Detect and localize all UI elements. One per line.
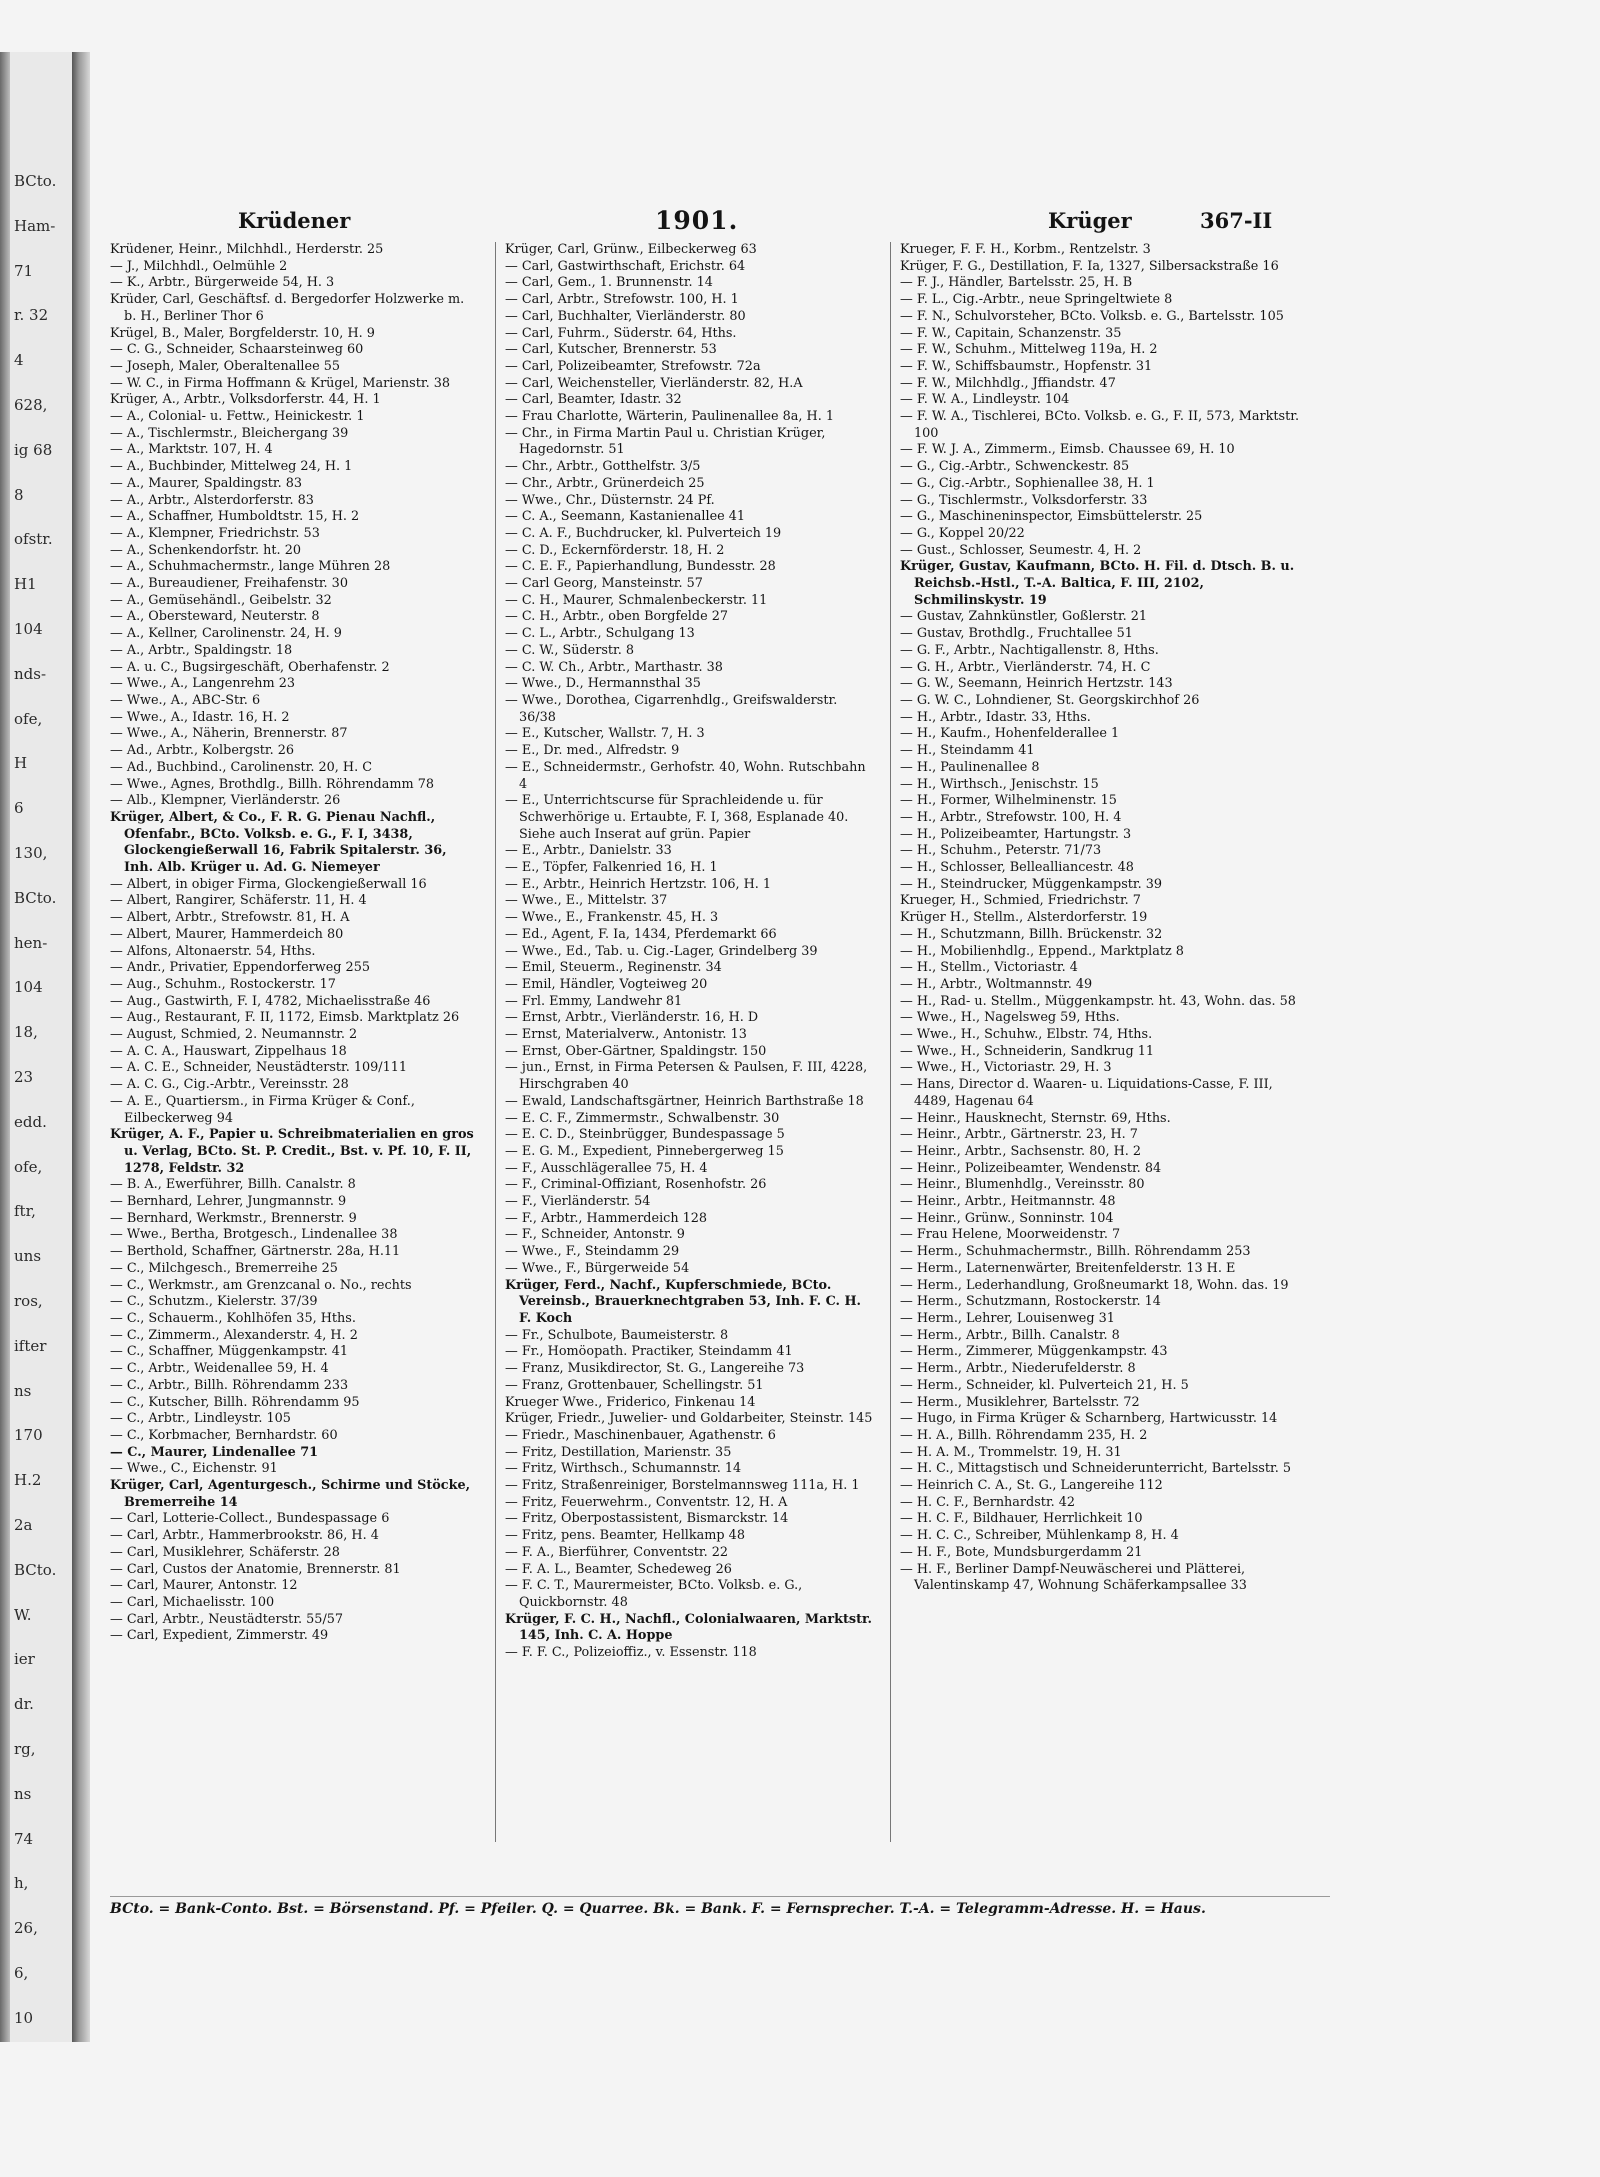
- directory-entry: — F., Criminal-Offiziant, Rosenhofstr. 26: [505, 1177, 767, 1193]
- directory-entry: — H. C. C., Schreiber, Mühlenkamp 8, H. 4: [900, 1528, 1179, 1544]
- directory-entry: — Herm., Schuhmachermstr., Billh. Röhrendamm 253: [900, 1244, 1251, 1260]
- directory-entry: — E. C. F., Zimmermstr., Schwalbenstr. 30: [505, 1110, 780, 1126]
- left-page-fragment: W.: [14, 1605, 32, 1624]
- left-page-fragment: 74: [14, 1829, 34, 1848]
- directory-entry: — Carl, Lotterie-Collect., Bundespassage 6: [110, 1511, 390, 1527]
- directory-entry: — Wwe., A., Idastr. 16, H. 2: [110, 709, 290, 725]
- directory-entry: Krüger, Carl, Agenturgesch., Schirme und Stöcke, Bremerreihe 14: [110, 1478, 471, 1510]
- directory-entry: — Herm., Schutzmann, Rostockerstr. 14: [900, 1294, 1161, 1310]
- directory-entry: — Fritz, Oberpostassistent, Bismarckstr. 14: [505, 1511, 789, 1527]
- directory-entry: — H., Rad- u. Stellm., Müggenkampstr. ht. 43, Wohn. das. 58: [900, 993, 1296, 1009]
- directory-entry: — C., Schauerm., Kohlhöfen 35, Hths.: [110, 1311, 356, 1326]
- left-page-fragment: 104: [14, 978, 43, 997]
- directory-entry: — Ewald, Landschaftsgärtner, Heinrich Barthstraße 18: [505, 1093, 864, 1109]
- directory-entry: — E., Töpfer, Falkenried 16, H. 1: [505, 860, 718, 876]
- directory-entry: — Herm., Musiklehrer, Bartelsstr. 72: [900, 1394, 1140, 1410]
- directory-entry: — Franz, Grottenbauer, Schellingstr. 51: [505, 1377, 764, 1393]
- directory-entry: Krüger, Gustav, Kaufmann, BCto. H. Fil. d. Dtsch. B. u. Reichsb.-Hstl., T.-A. Baltica, F. III, 2102, Schmilinskystr. 19: [900, 559, 1295, 608]
- directory-entry: — Hugo, in Firma Krüger & Scharnberg, Hartwicusstr. 14: [900, 1411, 1278, 1427]
- directory-entry: — jun., Ernst, in Firma Petersen & Paulsen, F. III, 4228, Hirschgraben 40: [505, 1060, 868, 1093]
- directory-entry: — Alfons, Altonaerstr. 54, Hths.: [110, 943, 316, 959]
- directory-entry: — Ernst, Ober-Gärtner, Spaldingstr. 150: [505, 1043, 767, 1059]
- left-page-fragment: ifter: [14, 1336, 47, 1355]
- directory-entry: — H., Arbtr., Woltmannstr. 49: [900, 976, 1093, 992]
- directory-entry: — A., Colonial- u. Fettw., Heinickestr. 1: [110, 409, 365, 425]
- directory-entry: — Wwe., H., Victoriastr. 29, H. 3: [900, 1060, 1112, 1076]
- directory-entry: — Wwe., C., Eichenstr. 91: [110, 1461, 278, 1477]
- left-page-edge: [0, 52, 74, 2042]
- directory-entry: — C., Milchgesch., Bremerreihe 25: [110, 1260, 338, 1276]
- column-3: [900, 242, 1300, 1872]
- directory-entry: — A. C. G., Cig.-Arbtr., Vereinsstr. 28: [110, 1077, 349, 1093]
- directory-entry: — H. C., Mittagstisch und Schneiderunterricht, Bartelsstr. 5: [900, 1461, 1291, 1477]
- directory-entry: — Chr., Arbtr., Gotthelfstr. 3/5: [505, 459, 701, 475]
- left-page-fragment: 170: [14, 1426, 43, 1445]
- left-page-fragment: r. 32: [14, 306, 49, 325]
- left-page-fragment: 104: [14, 620, 43, 638]
- directory-entry: — Carl, Musiklehrer, Schäferstr. 28: [110, 1544, 340, 1560]
- directory-entry: — H., Arbtr., Idastr. 33, Hths.: [900, 709, 1091, 725]
- directory-entry: — H., Arbtr., Strefowstr. 100, H. 4: [900, 809, 1122, 825]
- directory-entry: — Herm., Zimmerer, Müggenkampstr. 43: [900, 1344, 1168, 1360]
- directory-entry: Krüger, F. G., Destillation, F. Ia, 1327, Silbersackstraße 16: [900, 258, 1279, 274]
- directory-entry: — Alb., Klempner, Vierländerstr. 26: [110, 793, 341, 809]
- directory-entry: — H., Kaufm., Hohenfelderallee 1: [900, 726, 1120, 742]
- directory-entry: — Fritz, Destillation, Marienstr. 35: [505, 1444, 732, 1460]
- directory-entry: — Heinr., Hausknecht, Sternstr. 69, Hths.: [900, 1110, 1171, 1126]
- directory-entry: — Carl, Gem., 1. Brunnenstr. 14: [505, 275, 713, 291]
- directory-entry: — Frau Helene, Moorweidenstr. 7: [900, 1227, 1121, 1243]
- directory-entry: Krügel, B., Maler, Borgfelderstr. 10, H. 9: [110, 325, 375, 341]
- left-page-fragment: 26,: [14, 1919, 38, 1938]
- directory-entry: — Herm., Lehrer, Louisenweg 31: [900, 1311, 1115, 1326]
- directory-entry: — W. C., in Firma Hoffmann & Krügel, Marienstr. 38: [110, 375, 451, 391]
- directory-entry: — August, Schmied, 2. Neumannstr. 2: [110, 1027, 358, 1043]
- left-page-fragment: BCto.: [14, 888, 57, 907]
- directory-entry: — H., Stellm., Victoriastr. 4: [900, 960, 1078, 976]
- directory-entry: — E. G. M., Expedient, Pinnebergerweg 15: [505, 1143, 784, 1159]
- directory-entry: — Carl, Maurer, Antonstr. 12: [110, 1578, 298, 1594]
- directory-entry: — H. F., Bote, Mundsburgerdamm 21: [900, 1544, 1143, 1560]
- directory-entry: — Gust., Schlosser, Seumestr. 4, H. 2: [900, 542, 1142, 558]
- directory-entry: — A., Klempner, Friedrichstr. 53: [110, 525, 320, 541]
- directory-entry: — Carl, Arbtr., Neustädterstr. 55/57: [110, 1611, 344, 1627]
- left-page-fragment: 71: [14, 261, 34, 280]
- directory-entry: — H. A. M., Trommelstr. 19, H. 31: [900, 1444, 1122, 1460]
- directory-entry: — F., Schneider, Antonstr. 9: [505, 1227, 685, 1243]
- directory-entry: — H. A., Billh. Röhrendamm 235, H. 2: [900, 1427, 1148, 1443]
- directory-entry: — H. F., Berliner Dampf-Neuwäscherei und Plätterei, Valentinskamp 47, Wohnung Schäferkampsallee 33: [900, 1561, 1247, 1594]
- left-page-fragment: 6: [14, 799, 24, 818]
- directory-entry: — G. W., Seemann, Heinrich Hertzstr. 143: [900, 676, 1173, 692]
- directory-entry: — Wwe., Dorothea, Cigarrenhdlg., Greifswalderstr. 36/38: [505, 692, 838, 725]
- directory-entry: — G. W. C., Lohndiener, St. Georgskirchhof 26: [900, 692, 1200, 708]
- header-right-keyword: Krüger: [1048, 208, 1132, 233]
- left-page-fragment: ros,: [14, 1292, 43, 1310]
- directory-entry: — J., Milchhdl., Oelmühle 2: [110, 258, 288, 274]
- directory-entry: — F. W., Schiffsbaumstr., Hopfenstr. 31: [900, 358, 1153, 374]
- directory-entry: — Chr., Arbtr., Grünerdeich 25: [505, 475, 705, 491]
- directory-entry: — A., Schuhmachermstr., lange Mühren 28: [110, 559, 391, 575]
- directory-entry: — Carl, Arbtr., Strefowstr. 100, H. 1: [505, 292, 739, 308]
- directory-entry: — Fr., Homöopath. Practiker, Steindamm 41: [505, 1344, 793, 1360]
- directory-entry: — F. J., Händler, Bartelsstr. 25, H. B: [900, 275, 1133, 291]
- directory-entry: — C., Zimmerm., Alexanderstr. 4, H. 2: [110, 1327, 358, 1343]
- left-page-fragment: rg,: [14, 1740, 36, 1758]
- directory-entry: Krüger H., Stellm., Alsterdorferstr. 19: [900, 910, 1148, 926]
- directory-entry: — A., Schenkendorfstr. ht. 20: [110, 542, 301, 558]
- directory-entry: — Bernhard, Werkmstr., Brennerstr. 9: [110, 1210, 357, 1226]
- directory-entry: — K., Arbtr., Bürgerweide 54, H. 3: [110, 275, 335, 291]
- directory-entry: — H., Former, Wilhelminenstr. 15: [900, 793, 1117, 809]
- directory-entry: — E., Kutscher, Wallstr. 7, H. 3: [505, 726, 705, 742]
- left-page-fragment: h,: [14, 1874, 29, 1893]
- directory-entry: — Heinr., Grünw., Sonninstr. 104: [900, 1210, 1114, 1226]
- left-page-fragment: ns: [14, 1381, 32, 1400]
- left-page-fragment: ns: [14, 1784, 32, 1803]
- left-page-fragment: dr.: [14, 1695, 34, 1714]
- left-page-fragment: H1: [14, 575, 37, 594]
- directory-entry: — Wwe., A., ABC-Str. 6: [110, 692, 261, 708]
- directory-entry: — Wwe., Chr., Düsternstr. 24 Pf.: [505, 492, 715, 508]
- directory-entry: — F. W., Schuhm., Mittelweg 119a, H. 2: [900, 342, 1158, 358]
- directory-entry: — H., Wirthsch., Jenischstr. 15: [900, 776, 1099, 792]
- directory-entry: — H., Steindrucker, Müggenkampstr. 39: [900, 876, 1163, 892]
- directory-entry: — C., Schutzm., Kielerstr. 37/39: [110, 1294, 318, 1310]
- directory-entry: — C. L., Arbtr., Schulgang 13: [505, 626, 695, 642]
- left-page-fragment: 18,: [14, 1023, 38, 1042]
- page-number: 367-II: [1200, 208, 1273, 233]
- directory-entry: — E., Arbtr., Danielstr. 33: [505, 843, 672, 859]
- abbreviation-legend: BCto. = Bank-Conto. Bst. = Börsenstand. Pf. = Pfeiler. Q. = Quarree. Bk. = Bank. F. = Fernsprecher. T.-A. = Telegramm-Adresse. H. = Haus.: [110, 1896, 1330, 1917]
- directory-entry: — Carl, Custos der Anatomie, Brennerstr. 81: [110, 1561, 401, 1577]
- directory-entry: — A., Arbtr., Alsterdorferstr. 83: [110, 492, 314, 508]
- directory-entry: — E., Dr. med., Alfredstr. 9: [505, 743, 680, 759]
- directory-entry: — Wwe., D., Hermannsthal 35: [505, 676, 701, 692]
- directory-entry: — Carl, Polizeibeamter, Strefowstr. 72a: [505, 358, 761, 374]
- directory-entry: — Emil, Steuerm., Reginenstr. 34: [505, 960, 722, 976]
- directory-entry: — Herm., Laternenwärter, Breitenfelderstr. 13 H. E: [900, 1260, 1236, 1276]
- directory-entry: — F. F. C., Polizeioffiz., v. Essenstr. 118: [505, 1645, 757, 1661]
- directory-entry: — F. N., Schulvorsteher, BCto. Volksb. e. G., Bartelsstr. 105: [900, 308, 1284, 324]
- directory-entry: — F. C. T., Maurermeister, BCto. Volksb. e. G., Quickbornstr. 48: [505, 1578, 803, 1610]
- directory-entry: — C. E. F., Papierhandlung, Bundesstr. 28: [505, 559, 776, 575]
- directory-entry: — Emil, Händler, Vogteiweg 20: [505, 976, 708, 992]
- directory-entry: — Wwe., Bertha, Brotgesch., Lindenallee 38: [110, 1227, 398, 1243]
- directory-entry: — Andr., Privatier, Eppendorferweg 255: [110, 960, 370, 976]
- directory-entry: — Albert, in obiger Firma, Glockengießerwall 16: [110, 876, 427, 892]
- directory-entry: — Carl, Michaelisstr. 100: [110, 1594, 275, 1610]
- directory-entry: — G. H., Arbtr., Vierländerstr. 74, H. C: [900, 659, 1151, 675]
- directory-entry: — A., Kellner, Carolinenstr. 24, H. 9: [110, 626, 342, 642]
- left-page-fragment: 8: [14, 485, 24, 504]
- directory-entry: — F. W. J. A., Zimmerm., Eimsb. Chaussee 69, H. 10: [900, 442, 1235, 458]
- directory-entry: — Aug., Schuhm., Rostockerstr. 17: [110, 976, 336, 992]
- directory-entry: — F. A. L., Beamter, Schedeweg 26: [505, 1561, 732, 1577]
- left-page-fragment: BCto.: [14, 172, 57, 190]
- directory-entry: — A., Gemüsehändl., Geibelstr. 32: [110, 592, 332, 608]
- directory-entry: — Heinrich C. A., St. G., Langereihe 112: [900, 1478, 1163, 1494]
- directory-entry: Krüger, Carl, Grünw., Eilbeckerweg 63: [505, 242, 757, 257]
- directory-entry: — E. C. D., Steinbrügger, Bundespassage 5: [505, 1127, 785, 1143]
- directory-entry: Krüdener, Heinr., Milchhdl., Herderstr. 25: [110, 242, 384, 257]
- directory-entry: — C. G., Schneider, Schaarsteinweg 60: [110, 342, 364, 358]
- column-1: [110, 242, 480, 1872]
- directory-entry: Krüger, F. C. H., Nachfl., Colonialwaaren, Marktstr. 145, Inh. C. A. Hoppe: [505, 1611, 873, 1644]
- directory-entry: — F., Arbtr., Hammerdeich 128: [505, 1210, 708, 1226]
- directory-entry: — A., Marktstr. 107, H. 4: [110, 442, 273, 458]
- directory-entry: — Fritz, Wirthsch., Schumannstr. 14: [505, 1461, 742, 1477]
- directory-entry: — Aug., Restaurant, F. II, 1172, Eimsb. Marktplatz 26: [110, 1010, 460, 1026]
- directory-entry: — Wwe., Agnes, Brothdlg., Billh. Röhrendamm 78: [110, 776, 435, 792]
- directory-entry: — H. C. F., Bildhauer, Herrlichkeit 10: [900, 1511, 1143, 1527]
- left-page-fragment: nds-: [14, 664, 47, 683]
- directory-entry: — Frl. Emmy, Landwehr 81: [505, 993, 683, 1009]
- directory-entry: — Friedr., Maschinenbauer, Agathenstr. 6: [505, 1427, 776, 1443]
- directory-entry: Krueger, H., Schmied, Friedrichstr. 7: [900, 893, 1141, 909]
- directory-entry: — A., Bureaudiener, Freihafenstr. 30: [110, 576, 348, 592]
- directory-entry: — Wwe., E., Frankenstr. 45, H. 3: [505, 910, 719, 926]
- left-page-fragment: H: [14, 754, 28, 773]
- directory-entry: — G., Cig.-Arbtr., Schwenckestr. 85: [900, 459, 1130, 475]
- directory-entry: — A., Maurer, Spaldingstr. 83: [110, 475, 303, 491]
- directory-entry: — C. W. Ch., Arbtr., Marthastr. 38: [505, 659, 723, 675]
- directory-entry: — H., Paulinenallee 8: [900, 759, 1040, 775]
- left-page-fragment: 130,: [14, 844, 48, 862]
- directory-entry: — Fr., Schulbote, Baumeisterstr. 8: [505, 1327, 729, 1343]
- directory-entry: — F. W. A., Tischlerei, BCto. Volksb. e. G., F. II, 573, Marktstr. 100: [900, 409, 1300, 441]
- directory-entry: — Herm., Schneider, kl. Pulverteich 21, H. 5: [900, 1377, 1189, 1393]
- directory-entry: Krüger, Friedr., Juwelier- und Goldarbeiter, Steinstr. 145: [505, 1411, 873, 1427]
- directory-entry: — Herm., Lederhandlung, Großneumarkt 18, Wohn. das. 19: [900, 1277, 1289, 1293]
- directory-entry: — Carl, Expedient, Zimmerstr. 49: [110, 1628, 329, 1644]
- directory-entry: — A. E., Quartiersm., in Firma Krüger & Conf., Eilbeckerweg 94: [110, 1093, 415, 1126]
- directory-entry: — Fritz, pens. Beamter, Hellkamp 48: [505, 1528, 745, 1544]
- left-page-fragment: 23: [14, 1068, 34, 1086]
- directory-entry: — Chr., in Firma Martin Paul u. Christian Krüger, Hagedornstr. 51: [505, 425, 826, 458]
- directory-entry: — C., Kutscher, Billh. Röhrendamm 95: [110, 1394, 360, 1410]
- left-page-fragment: 4: [14, 351, 24, 370]
- left-page-fragment: 628,: [14, 396, 48, 414]
- directory-entry: — Franz, Musikdirector, St. G., Langereihe 73: [505, 1361, 805, 1377]
- left-page-fragment: BCto.: [14, 1560, 57, 1579]
- directory-entry: — C., Maurer, Lindenallee 71: [110, 1444, 319, 1460]
- directory-entry: — Carl, Weichensteller, Vierländerstr. 82, H.A: [505, 375, 803, 391]
- directory-entry: — Gustav, Brothdlg., Fruchtallee 51: [900, 626, 1133, 642]
- left-page-fragment: ig 68: [14, 440, 53, 459]
- directory-entry: — C. A., Seemann, Kastanienallee 41: [505, 509, 746, 525]
- directory-entry: — Heinr., Blumenhdlg., Vereinsstr. 80: [900, 1177, 1145, 1193]
- left-page-fragment: 10: [14, 2008, 34, 2027]
- directory-entry: — A., Arbtr., Spaldingstr. 18: [110, 642, 293, 658]
- directory-entry: — Herm., Arbtr., Niederufelderstr. 8: [900, 1361, 1136, 1377]
- directory-entry: — A., Obersteward, Neuterstr. 8: [110, 609, 320, 625]
- left-page-fragment: ier: [14, 1650, 35, 1669]
- left-page-fragment: edd.: [14, 1112, 47, 1131]
- directory-entry: — H., Polizeibeamter, Hartungstr. 3: [900, 826, 1132, 842]
- directory-entry: — H. C. F., Bernhardstr. 42: [900, 1494, 1076, 1510]
- directory-entry: Krueger Wwe., Friderico, Finkenau 14: [505, 1394, 756, 1410]
- directory-entry: — C., Korbmacher, Bernhardstr. 60: [110, 1427, 338, 1443]
- directory-entry: — Herm., Arbtr., Billh. Canalstr. 8: [900, 1327, 1120, 1343]
- directory-entry: — Carl Georg, Mansteinstr. 57: [505, 576, 703, 592]
- directory-entry: — A. u. C., Bugsirgeschäft, Oberhafenstr. 2: [110, 659, 390, 675]
- directory-entry: — Ed., Agent, F. Ia, 1434, Pferdemarkt 66: [505, 926, 777, 942]
- directory-entry: — Hans, Director d. Waaren- u. Liquidations-Casse, F. III, 4489, Hagenau 64: [900, 1077, 1273, 1109]
- directory-entry: — C., Werkmstr., am Grenzcanal o. No., rechts: [110, 1277, 412, 1293]
- directory-entry: — Heinr., Polizeibeamter, Wendenstr. 84: [900, 1160, 1162, 1176]
- directory-entry: — Albert, Rangirer, Schäferstr. 11, H. 4: [110, 893, 367, 909]
- directory-entry: — H., Schutzmann, Billh. Brückenstr. 32: [900, 926, 1163, 942]
- left-page-fragment: Ham-: [14, 216, 56, 235]
- directory-entry: — E., Arbtr., Heinrich Hertzstr. 106, H. 1: [505, 876, 772, 892]
- header-left-keyword: Krüdener: [238, 208, 351, 233]
- directory-entry: — F., Ausschlägerallee 75, H. 4: [505, 1160, 708, 1176]
- directory-entry: — Gustav, Zahnkünstler, Goßlerstr. 21: [900, 609, 1148, 625]
- directory-entry: — Carl, Kutscher, Brennerstr. 53: [505, 342, 717, 358]
- directory-entry: — A., Tischlermstr., Bleichergang 39: [110, 425, 349, 441]
- directory-entry: — Wwe., A., Näherin, Brennerstr. 87: [110, 726, 348, 742]
- directory-entry: — Heinr., Arbtr., Heitmannstr. 48: [900, 1194, 1116, 1210]
- directory-entry: — Wwe., F., Bürgerweide 54: [505, 1260, 690, 1276]
- left-page-fragment: hen-: [14, 933, 48, 952]
- directory-entry: — C. W., Süderstr. 8: [505, 642, 635, 658]
- directory-entry: Krüder, Carl, Geschäftsf. d. Bergedorfer Holzwerke m. b. H., Berliner Thor 6: [110, 292, 465, 324]
- column-2: [505, 242, 875, 1872]
- directory-entry: — Bernhard, Lehrer, Jungmannstr. 9: [110, 1194, 347, 1210]
- directory-entry: Krüger, Ferd., Nachf., Kupferschmiede, BCto. Vereinsb., Brauerknechtgraben 53, Inh. F. C. H. F. Koch: [505, 1277, 861, 1326]
- left-page-fragment: ofstr.: [14, 530, 53, 549]
- directory-entry: — C. D., Eckernförderstr. 18, H. 2: [505, 542, 725, 558]
- directory-entry: — C., Schaffner, Müggenkampstr. 41: [110, 1344, 349, 1360]
- directory-entry: — Frau Charlotte, Wärterin, Paulinenallee 8a, H. 1: [505, 409, 834, 425]
- directory-entry: — F. A., Bierführer, Conventstr. 22: [505, 1544, 729, 1560]
- left-page-fragment: uns: [14, 1247, 42, 1266]
- directory-entry: — G., Cig.-Arbtr., Sophienallee 38, H. 1: [900, 475, 1155, 491]
- directory-entry: — Carl, Buchhalter, Vierländerstr. 80: [505, 308, 746, 324]
- directory-entry: — Carl, Gastwirthschaft, Erichstr. 64: [505, 258, 746, 274]
- directory-entry: Krüger, Albert, & Co., F. R. G. Pienau Nachfl., Ofenfabr., BCto. Volksb. e. G., F. I, 3438, Glockengießerwall 16, Fabrik Spitalerstr. 36, Inh. Alb. Krüger u. Ad. G. Niemeyer: [110, 809, 447, 876]
- directory-entry: — G., Maschineninspector, Eimsbüttelerstr. 25: [900, 509, 1203, 525]
- running-header: [90, 208, 1340, 236]
- left-page-fragment: ofe,: [14, 1157, 43, 1176]
- directory-entry: — C. H., Maurer, Schmalenbeckerstr. 11: [505, 592, 768, 608]
- directory-entry: — Heinr., Arbtr., Sachsenstr. 80, H. 2: [900, 1143, 1142, 1159]
- directory-entry: — Wwe., F., Steindamm 29: [505, 1244, 680, 1260]
- directory-entry: — Wwe., H., Schneiderin, Sandkrug 11: [900, 1043, 1155, 1059]
- directory-entry: Krüger, A., Arbtr., Volksdorferstr. 44, H. 1: [110, 392, 381, 408]
- directory-entry: — A. C. A., Hauswart, Zippelhaus 18: [110, 1043, 347, 1059]
- left-page-fragment: H.2: [14, 1471, 42, 1490]
- directory-entry: — F. L., Cig.-Arbtr., neue Springeltwiete 8: [900, 292, 1173, 308]
- left-page-fragment: 2a: [14, 1516, 33, 1534]
- directory-entry: — Berthold, Schaffner, Gärtnerstr. 28a, H.11: [110, 1244, 401, 1260]
- directory-entry: — H., Steindamm 41: [900, 743, 1035, 759]
- directory-entry: — A., Buchbinder, Mittelweg 24, H. 1: [110, 459, 353, 475]
- directory-entry: — Wwe., E., Mittelstr. 37: [505, 893, 668, 909]
- directory-entry: — Carl, Arbtr., Hammerbrookstr. 86, H. 4: [110, 1528, 379, 1544]
- directory-entry: — Wwe., H., Nagelsweg 59, Hths.: [900, 1010, 1120, 1026]
- directory-entry: — C., Arbtr., Weidenallee 59, H. 4: [110, 1361, 329, 1377]
- directory-entry: — Wwe., A., Langenrehm 23: [110, 676, 295, 692]
- directory-entry: — E., Schneidermstr., Gerhofstr. 40, Wohn. Rutschbahn 4: [505, 759, 866, 792]
- directory-entry: — Joseph, Maler, Oberaltenallee 55: [110, 358, 341, 374]
- directory-entry: — Carl, Beamter, Idastr. 32: [505, 392, 682, 408]
- directory-entry: — G., Koppel 20/22: [900, 525, 1025, 541]
- directory-entry: — A., Schaffner, Humboldtstr. 15, H. 2: [110, 509, 360, 525]
- directory-entry: — Ad., Buchbind., Carolinenstr. 20, H. C: [110, 759, 373, 775]
- directory-entry: — G., Tischlermstr., Volksdorferstr. 33: [900, 492, 1148, 508]
- directory-entry: — C. A. F., Buchdrucker, kl. Pulverteich 19: [505, 525, 782, 541]
- directory-entry: — A. C. E., Schneider, Neustädterstr. 109/111: [110, 1060, 408, 1076]
- directory-entry: — F. W., Capitain, Schanzenstr. 35: [900, 325, 1122, 341]
- directory-entry: — F. W. A., Lindleystr. 104: [900, 392, 1070, 408]
- directory-entry: Krüger, A. F., Papier u. Schreibmaterialien en gros u. Verlag, BCto. St. P. Credit., Bst. v. Pf. 10, F. II, 1278, Feldstr. 32: [110, 1127, 474, 1176]
- left-page-gutter: [0, 52, 10, 2042]
- book-spine: [72, 52, 90, 2042]
- directory-columns: [110, 242, 1360, 1872]
- directory-entry: — Fritz, Straßenreiniger, Borstelmannsweg 111a, H. 1: [505, 1478, 860, 1494]
- directory-entry: — Heinr., Arbtr., Gärtnerstr. 23, H. 7: [900, 1127, 1138, 1143]
- directory-page: [90, 150, 1340, 1920]
- directory-entry: — Fritz, Feuerwehrm., Conventstr. 12, H. A: [505, 1494, 788, 1510]
- directory-entry: — G. F., Arbtr., Nachtigallenstr. 8, Hths.: [900, 642, 1159, 658]
- directory-entry: — Albert, Maurer, Hammerdeich 80: [110, 926, 344, 942]
- directory-entry: — Wwe., Ed., Tab. u. Cig.-Lager, Grindelberg 39: [505, 943, 818, 959]
- directory-entry: — H., Mobilienhdlg., Eppend., Marktplatz 8: [900, 943, 1184, 959]
- directory-entry: — Carl, Fuhrm., Süderstr. 64, Hths.: [505, 325, 737, 341]
- directory-entry: — E., Unterrichtscurse für Sprachleidende u. für Schwerhörige u. Ertaubte, F. I, 368, Esplanade 40. Siehe auch Inserat auf grün. Papier: [505, 793, 849, 842]
- directory-entry: — Ad., Arbtr., Kolbergstr. 26: [110, 743, 295, 759]
- directory-entry: — C. H., Arbtr., oben Borgfelde 27: [505, 609, 729, 625]
- directory-entry: — Ernst, Materialverw., Antonistr. 13: [505, 1027, 747, 1043]
- directory-entry: — Wwe., H., Schuhw., Elbstr. 74, Hths.: [900, 1027, 1153, 1043]
- directory-entry: Krueger, F. F. H., Korbm., Rentzelstr. 3: [900, 242, 1151, 257]
- directory-entry: — C., Arbtr., Billh. Röhrendamm 233: [110, 1377, 349, 1393]
- directory-entry: — H., Schuhm., Peterstr. 71/73: [900, 843, 1102, 859]
- directory-entry: — Albert, Arbtr., Strefowstr. 81, H. A: [110, 910, 350, 926]
- directory-entry: — B. A., Ewerführer, Billh. Canalstr. 8: [110, 1177, 356, 1193]
- directory-entry: — F., Vierländerstr. 54: [505, 1194, 651, 1210]
- directory-entry: — F. W., Milchhdlg., Jffiandstr. 47: [900, 375, 1116, 391]
- directory-entry: — Ernst, Arbtr., Vierländerstr. 16, H. D: [505, 1010, 759, 1026]
- left-page-fragment: ofe,: [14, 709, 43, 728]
- directory-entry: — H., Schlosser, Bellealliancestr. 48: [900, 860, 1134, 876]
- left-page-fragment: 6,: [14, 1964, 29, 1982]
- left-page-fragment: ftr,: [14, 1202, 36, 1221]
- directory-entry: — Aug., Gastwirth, F. I, 4782, Michaelisstraße 46: [110, 993, 431, 1009]
- directory-entry: — C., Arbtr., Lindleystr. 105: [110, 1411, 291, 1427]
- header-year: 1901.: [655, 206, 739, 235]
